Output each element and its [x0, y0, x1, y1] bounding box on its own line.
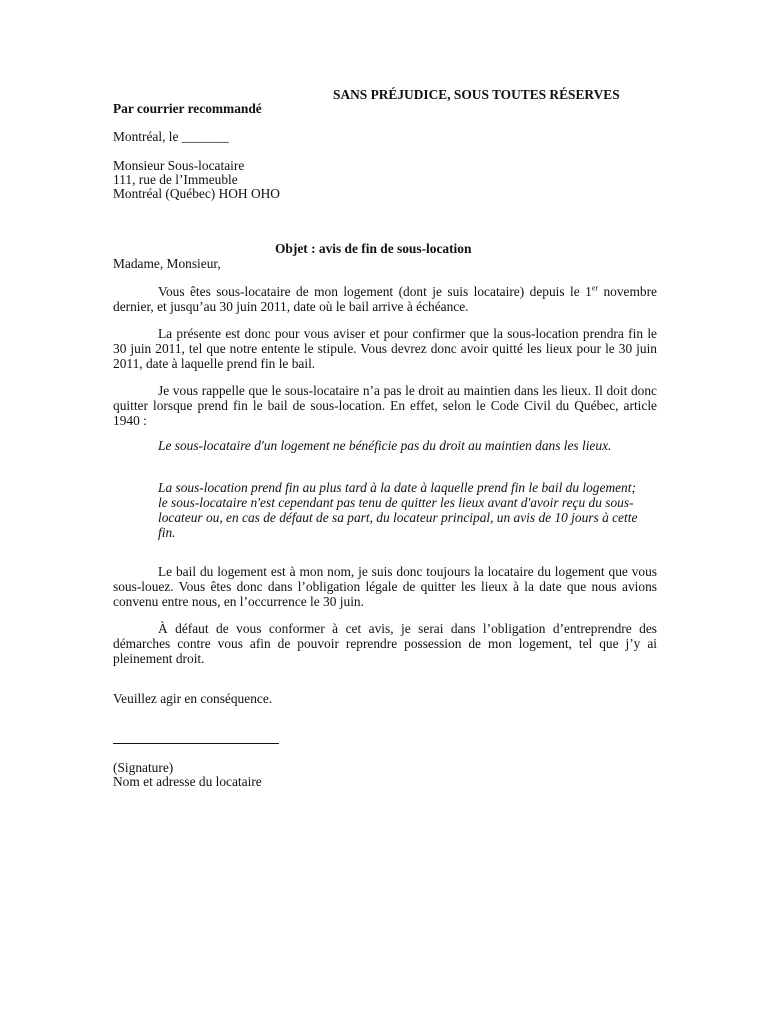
subject-line: Objet : avis de fin de sous-location: [275, 241, 472, 256]
signature-label: (Signature): [113, 760, 174, 775]
salutation: Madame, Monsieur,: [113, 256, 221, 271]
recipient-name: Monsieur Sous-locataire: [113, 158, 245, 173]
recipient-street: 111, rue de l’Immeuble: [113, 172, 238, 187]
paragraph-1-text: Vous êtes sous-locataire de mon logement (dont je suis locataire) depuis le 1: [158, 284, 592, 299]
paragraph-1-text-end: novembre dernier, et jusqu’au 30 juin 2011, date où le bail arrive à échéance.: [113, 284, 658, 314]
delivery-method: Par courrier recommandé: [113, 101, 262, 116]
paragraph-4: Le bail du logement est à mon nom, je suis donc toujours la locataire du logement que vous sous-louez. Vous êtes donc dans l’obligation légale de quitter les lieux à la date que nous avions convenu entre nous, en l’occurrence le 30 juin.: [113, 564, 657, 609]
place-date: Montréal, le _______: [113, 129, 229, 144]
tenant-name-address: Nom et adresse du locataire: [113, 774, 262, 789]
quote-1: Le sous-locataire d'un logement ne bénéficie pas du droit au maintien dans les lieux.: [158, 438, 612, 453]
reserve-heading: SANS PRÉJUDICE, SOUS TOUTES RÉSERVES: [333, 87, 620, 102]
paragraph-2: La présente est donc pour vous aviser et pour confirmer que la sous-location prendra fin le 30 juin 2011, tel que notre entente le stipule. Vous devrez donc avoir quitté les lieux pour le 30 juin 2011, date à laquelle prend fin le bail.: [113, 326, 657, 371]
paragraph-1: [113, 284, 657, 314]
paragraph-5: À défaut de vous conformer à cet avis, je serai dans l’obligation d’entreprendre des démarches contre vous afin de pouvoir reprendre possession de mon logement, tel que j’y ai pleinement droit.: [113, 621, 657, 666]
recipient-city: Montréal (Québec) HOH OHO: [113, 186, 280, 201]
ordinal-superscript: er: [591, 283, 599, 293]
paragraph-3: Je vous rappelle que le sous-locataire n’a pas le droit au maintien dans les lieux. Il doit donc quitter lorsque prend fin le bail de sous-location. En effet, selon le Code Civil du Québec, article 1940 :: [113, 383, 657, 428]
closing-line: Veuillez agir en conséquence.: [113, 691, 273, 706]
quote-2: La sous-location prend fin au plus tard à la date à laquelle prend fin le bail du logement; le sous-locataire n'est cependant pas tenu de quitter les lieux avant d'avoir reçu du sous-locateur ou, en cas de défaut de sa part, du locateur principal, un avis de 10 jours à cette fin.: [158, 480, 638, 540]
signature-line: [113, 743, 279, 744]
